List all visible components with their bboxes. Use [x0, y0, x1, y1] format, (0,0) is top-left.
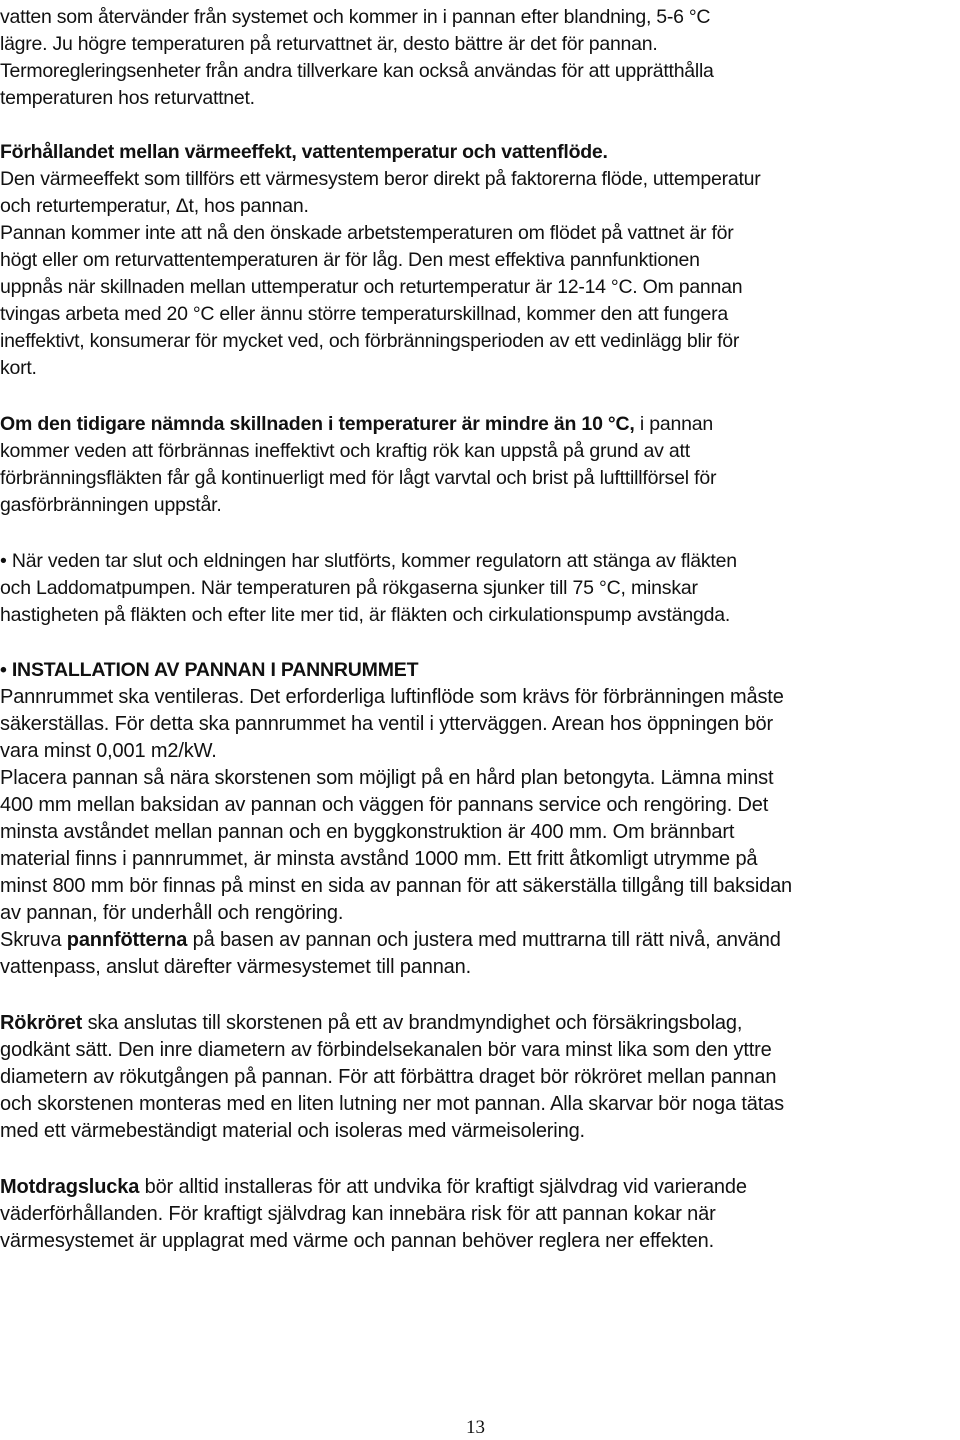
- body-text-line: kort.: [0, 357, 37, 379]
- inline-text: Skruva: [0, 929, 67, 951]
- emphasis-text: Rökröret: [0, 1012, 83, 1034]
- body-text-line: uppnås när skillnaden mellan uttemperatur och returtemperatur är 12-14 °C. Om pannan: [0, 276, 743, 298]
- body-text-line: Den värmeeffekt som tillförs ett värmesystem beror direkt på faktorerna flöde, uttemperatur: [0, 168, 761, 190]
- body-text-line: Pannrummet ska ventileras. Det erforderliga luftinflöde som krävs för förbränningen måste: [0, 686, 784, 708]
- body-text-line: Placera pannan så nära skorstenen som möjligt på en hård plan betongyta. Lämna minst: [0, 767, 774, 789]
- body-text-line: väderförhållanden. För kraftigt självdrag kan innebära risk för att pannan kokar när: [0, 1203, 716, 1225]
- body-text-line: med ett värmebeständigt material och isoleras med värmeisolering.: [0, 1120, 585, 1142]
- body-text-line: godkänt sätt. Den inre diametern av förbindelsekanalen bör vara minst lika som den yttre: [0, 1039, 772, 1061]
- inline-text: ska anslutas till skorstenen på ett av brandmyndighet och försäkringsbolag,: [82, 1012, 743, 1034]
- body-text-line: [0, 1174, 747, 1200]
- body-text-line: av pannan, för underhåll och rengöring.: [0, 902, 344, 924]
- body-text-line: och returtemperatur, Δt, hos pannan.: [0, 195, 309, 217]
- body-text-line: Termoregleringsenheter från andra tillverkare kan också användas för att upprätthålla: [0, 60, 714, 82]
- body-text-line: och skorstenen monteras med en liten lutning ner mot pannan. Alla skarvar bör noga tätas: [0, 1093, 784, 1115]
- body-text-line: temperaturen hos returvattnet.: [0, 87, 255, 109]
- body-text-line: tvingas arbeta med 20 °C eller ännu större temperaturskillnad, kommer den att fungera: [0, 303, 728, 325]
- inline-text: på basen av pannan och justera med muttrarna till rätt nivå, använd: [187, 929, 781, 951]
- body-text-line: och Laddomatpumpen. När temperaturen på rökgaserna sjunker till 75 °C, minskar: [0, 577, 698, 599]
- body-text-line: 400 mm mellan baksidan av pannan och väggen för pannans service och rengöring. Det: [0, 794, 769, 816]
- body-text-line: vattenpass, anslut därefter värmesystemet till pannan.: [0, 956, 472, 978]
- page-number: 13: [466, 1417, 485, 1438]
- bullet-text-line: • När veden tar slut och eldningen har slutförts, kommer regulatorn att stänga av fläkten: [0, 550, 737, 572]
- body-text-line: lägre. Ju högre temperaturen på returvattnet är, desto bättre är det för pannan.: [0, 33, 658, 55]
- body-text-line: [0, 927, 781, 953]
- body-text-line: vara minst 0,001 m2/kW.: [0, 740, 217, 762]
- body-text-line: värmesystemet är upplagrat med värme och pannan behöver reglera ner effekten.: [0, 1230, 715, 1252]
- body-text-line: [0, 1010, 742, 1036]
- emphasis-text: pannfötterna: [66, 929, 188, 951]
- emphasis-text: Motdragslucka: [0, 1176, 140, 1198]
- body-text-line: säkerställas. För detta ska pannrummet ha ventil i ytterväggen. Arean hos öppningen bör: [0, 713, 773, 735]
- section-heading: • INSTALLATION AV PANNAN I PANNRUMMET: [0, 659, 419, 681]
- body-text-line: ineffektivt, konsumerar för mycket ved, och förbränningsperioden av ett vedinlägg blir för: [0, 330, 740, 352]
- body-text-line: material finns i pannrummet, är minsta avstånd 1000 mm. Ett fritt åtkomligt utrymme på: [0, 848, 758, 870]
- body-text-line: hastigheten på fläkten och efter lite mer tid, är fläkten och cirkulationspump avstängda.: [0, 604, 731, 626]
- body-text-line: diametern av rökutgången på pannan. För att förbättra draget bör rökröret mellan pannan: [0, 1066, 777, 1088]
- inline-text: bör alltid installeras för att undvika för kraftigt självdrag vid varierande: [139, 1176, 747, 1198]
- body-text-line: gasförbränningen uppstår.: [0, 494, 222, 516]
- inline-text: i pannan: [634, 413, 714, 435]
- body-text-line: kommer veden att förbrännas ineffektivt och kraftig rök kan uppstå på grund av att: [0, 440, 690, 462]
- body-text-line: minst 800 mm bör finnas på minst en sida av pannan för att säkerställa tillgång till baksidan: [0, 875, 793, 897]
- body-text-line: vatten som återvänder från systemet och kommer in i pannan efter blandning, 5-6 °C: [0, 6, 711, 28]
- body-text-line: förbränningsfläkten får gå kontinuerligt med för lågt varvtal och brist på lufttillförsel för: [0, 467, 717, 489]
- emphasis-text: Om den tidigare nämnda skillnaden i temperaturer är mindre än 10 °C,: [0, 413, 635, 435]
- body-text-line: Pannan kommer inte att nå den önskade arbetstemperaturen om flödet på vattnet är för: [0, 222, 734, 244]
- body-text-line: minsta avståndet mellan pannan och en byggkonstruktion är 400 mm. Om brännbart: [0, 821, 735, 843]
- body-text-line: högt eller om returvattentemperaturen är för låg. Den mest effektiva pannfunktionen: [0, 249, 700, 271]
- body-text-line: [0, 411, 713, 437]
- section-heading: Förhållandet mellan värmeeffekt, vattentemperatur och vattenflöde.: [0, 141, 608, 163]
